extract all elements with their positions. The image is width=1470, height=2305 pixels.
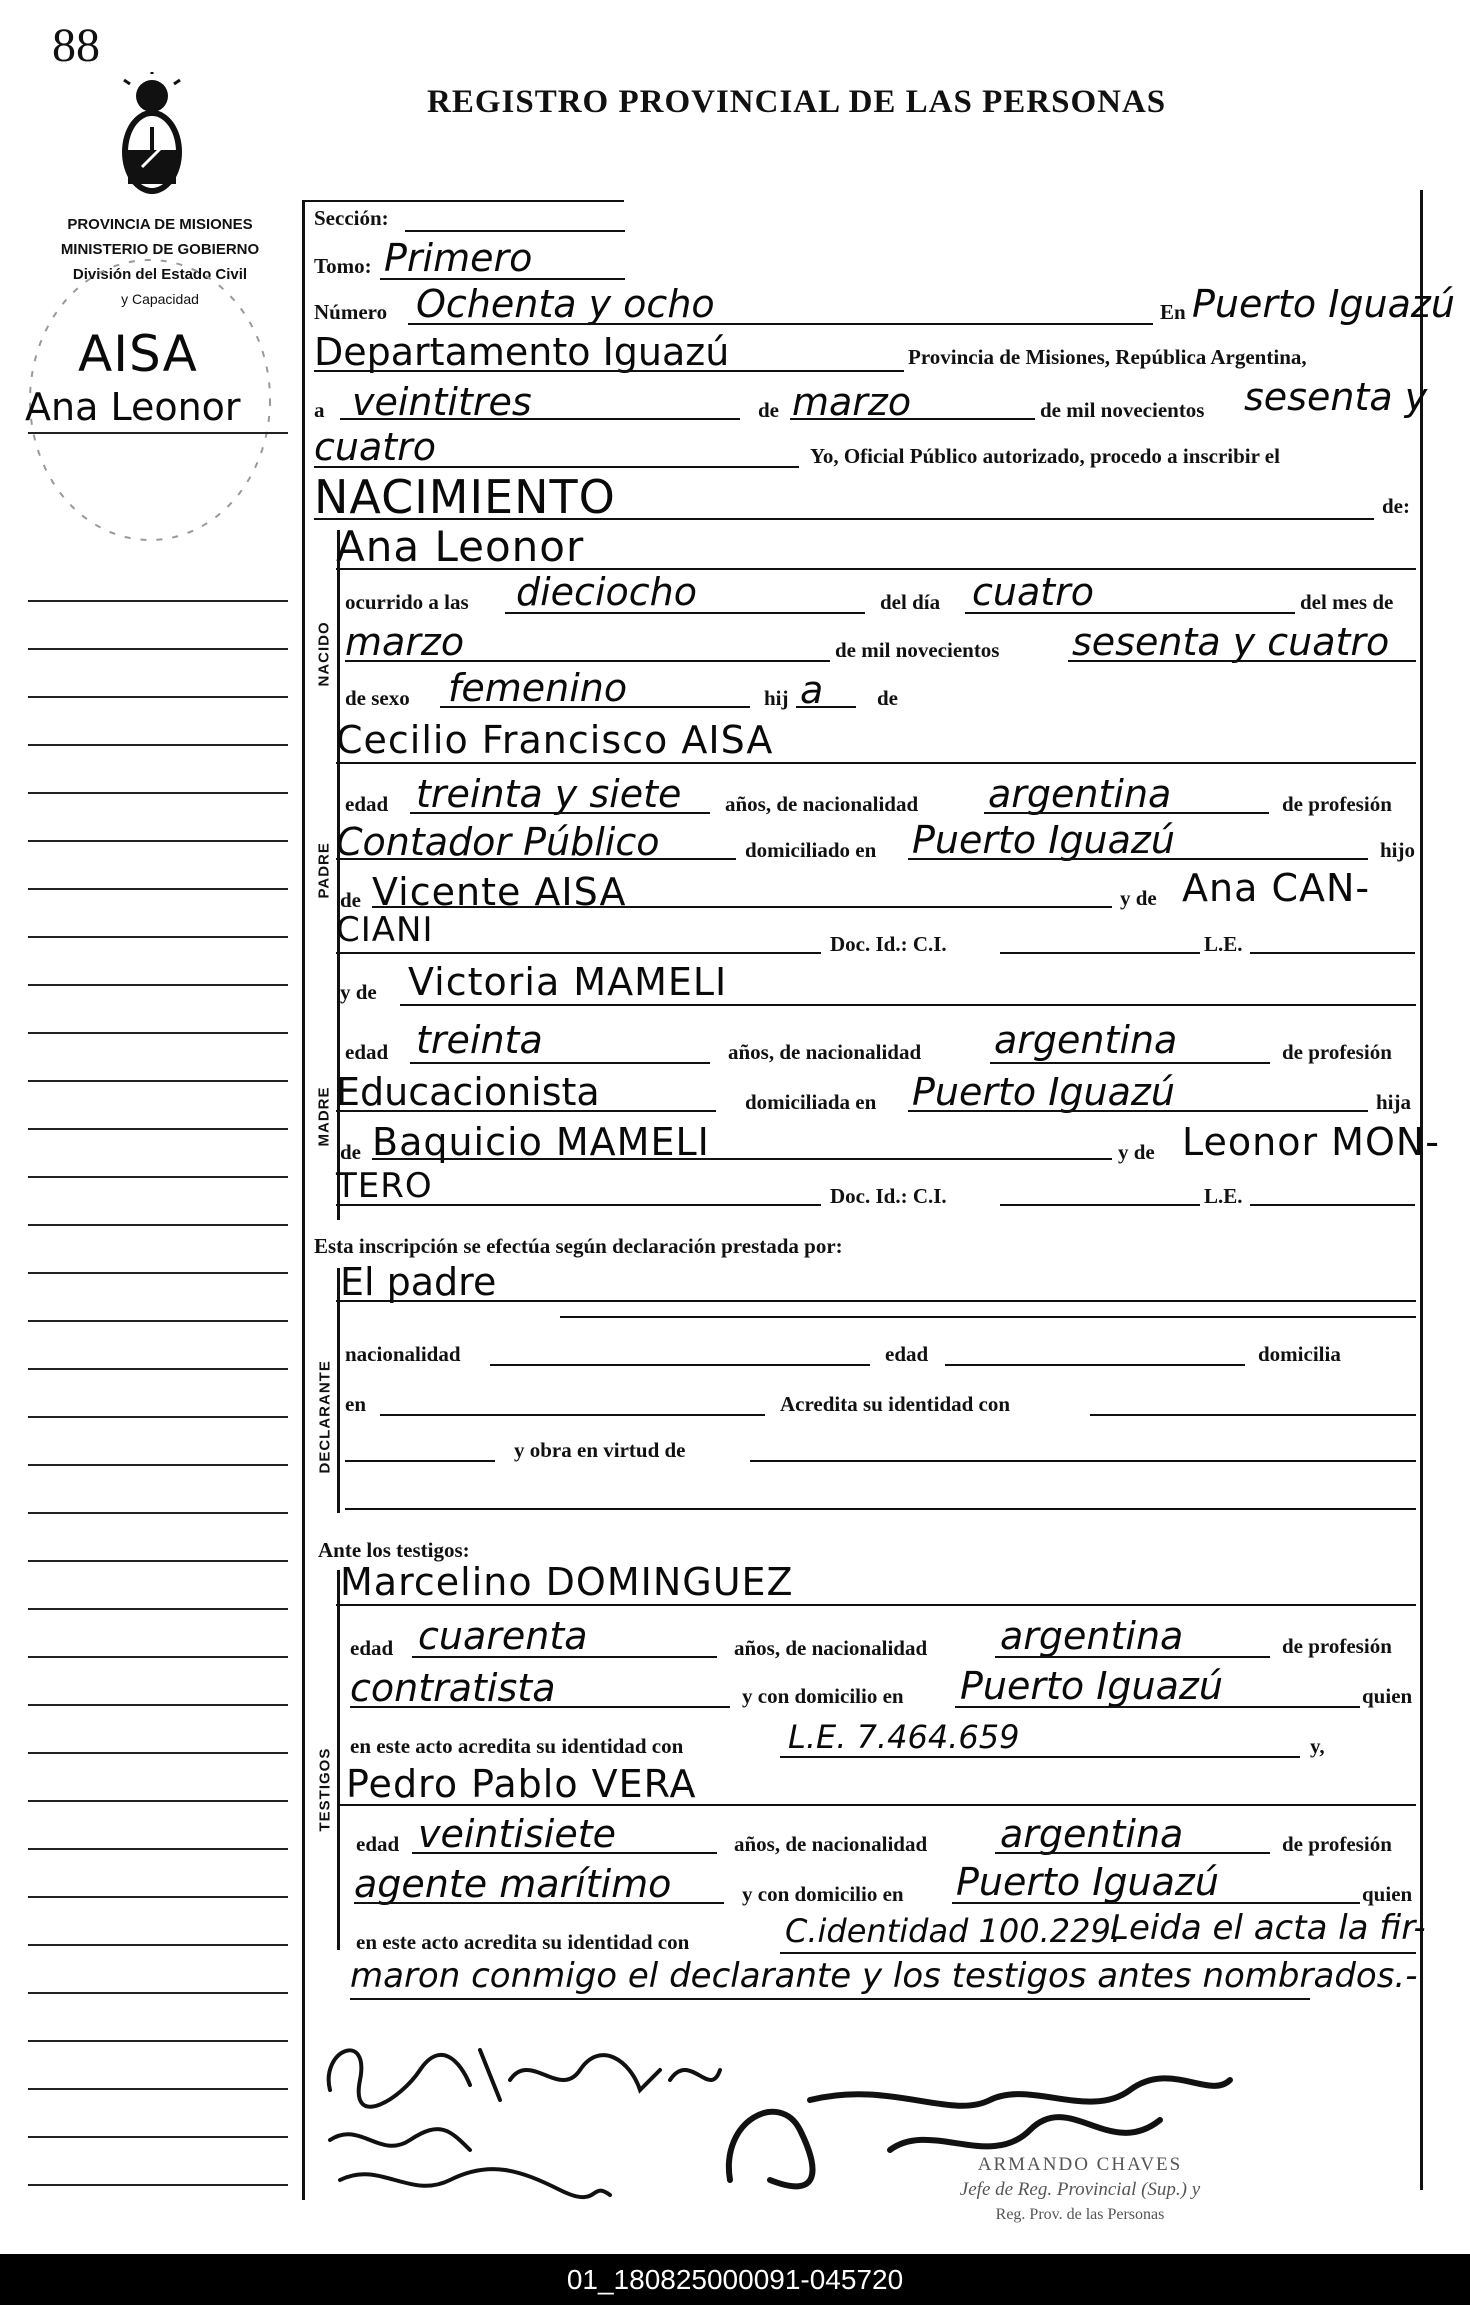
padre-profesion: Contador Público [336, 820, 660, 864]
testigo2-domicilio-label: y con domicilio en [742, 1882, 904, 1906]
tomo-label: Tomo: [314, 254, 372, 278]
declarante-domicilio-label: domicilia [1258, 1342, 1341, 1366]
a-label: a [314, 398, 325, 422]
testigo2-edad-label: edad [356, 1832, 400, 1856]
division-name: División del Estado Civil [72, 266, 248, 283]
de-colon-label: de: [1382, 494, 1410, 518]
testigo1-acredita-label: en este acto acredita su identidad con [350, 1734, 684, 1758]
madre-edad-label: edad [345, 1040, 389, 1064]
padre-yde-label: y de [1120, 886, 1157, 910]
margin-surname: AISA [78, 325, 198, 383]
nacido-anio: sesenta y cuatro [1072, 620, 1390, 664]
en-label: En [1160, 300, 1186, 324]
nacido-nombre: Ana Leonor [336, 522, 585, 571]
abuela-materna: Leonor MON- [1182, 1120, 1440, 1164]
padre-profesion-label: de profesión [1282, 792, 1392, 816]
signature-testigos [320, 2110, 620, 2210]
yo-oficial-label: Yo, Oficial Público autorizado, procedo a inscribir el [810, 444, 1280, 468]
madre-nombre: Victoria MAMELI [408, 960, 728, 1004]
padre-nombre: Cecilio Francisco AISA [336, 718, 774, 762]
testigo2-quien-label: quien [1362, 1882, 1413, 1906]
declarante-acredita-label: Acredita su identidad con [780, 1392, 1011, 1416]
stamp-line-3: Reg. Prov. de las Personas [995, 2206, 1165, 2223]
closing-line-1: Leida el acta la fir- [1110, 1908, 1426, 1948]
testigo1-anios-label: años, de nacionalidad [734, 1636, 928, 1660]
province-name: PROVINCIA DE MISIONES [67, 216, 253, 233]
footer-code: 01_180825000091-045720 [566, 2264, 904, 2295]
de-label: de [758, 398, 779, 422]
testigo1-profesion: contratista [350, 1666, 556, 1710]
testigos-intro: Ante los testigos: [318, 1538, 470, 1562]
testigo2-profesion: agente marítimo [354, 1862, 672, 1906]
nacido-hora: dieciocho [516, 570, 697, 614]
nacido-sexo: femenino [448, 666, 628, 710]
nacido-mes: marzo [345, 620, 465, 664]
departamento-value: Departamento Iguazú [314, 330, 730, 374]
madre-doc-label: Doc. Id.: C.I. [830, 1184, 947, 1208]
madre-anios-label: años, de nacionalidad [728, 1040, 922, 1064]
abuela-paterna-2: CIANI [336, 910, 434, 950]
section-label-padre: PADRE [315, 842, 333, 899]
declarante-en-label: en [345, 1392, 366, 1416]
mil-novecientos-label: de mil novecientos [835, 638, 1000, 662]
testigo1-edad: cuarenta [418, 1614, 588, 1658]
tipo-acta-value: NACIMIENTO [314, 470, 616, 524]
seccion-label: Sección: [314, 206, 389, 230]
section-label-declarante: DECLARANTE [316, 1360, 334, 1474]
abuela-materna-2: TERO [336, 1166, 433, 1206]
padre-domicilio-label: domiciliado en [745, 838, 877, 862]
hij-value: a [800, 668, 824, 712]
testigo2-identidad: C.identidad 100.229. [785, 1912, 1122, 1950]
padre-hijo-label: hijo [1380, 838, 1416, 862]
testigo1-nombre: Marcelino DOMINGUEZ [340, 1560, 794, 1604]
anio-label: de mil novecientos [1040, 398, 1205, 422]
ministry-name: MINISTERIO DE GOBIERNO [60, 241, 260, 258]
abuela-paterna: Ana CAN- [1182, 866, 1371, 910]
madre-de-label: de [340, 1140, 361, 1164]
madre-domicilio-label: domiciliada en [745, 1090, 877, 1114]
inner-bracket [337, 1268, 340, 1513]
testigo2-anios-label: años, de nacionalidad [734, 1832, 928, 1856]
padre-doc-label: Doc. Id.: C.I. [830, 932, 947, 956]
madre-domicilio: Puerto Iguazú [912, 1070, 1175, 1114]
del-mes-label: del mes de [1300, 590, 1394, 614]
padre-anios-label: años, de nacionalidad [725, 792, 919, 816]
testigo1-edad-label: edad [350, 1636, 394, 1660]
testigo2-edad: veintisiete [418, 1812, 616, 1856]
provincia-label: Provincia de Misiones, República Argentina, [908, 345, 1307, 369]
madre-nacionalidad: argentina [994, 1018, 1178, 1062]
stamp-line-1: ARMANDO CHAVES [977, 2154, 1183, 2175]
madre-edad: treinta [416, 1018, 543, 1062]
madre-hija-label: hija [1376, 1090, 1412, 1114]
hij-label: hij [764, 686, 789, 710]
testigo1-domicilio-label: y con domicilio en [742, 1684, 904, 1708]
padre-edad: treinta y siete [416, 772, 682, 816]
testigo2-domicilio: Puerto Iguazú [956, 1860, 1219, 1904]
main-frame-left-border [302, 200, 305, 2200]
inner-bracket [337, 530, 340, 1220]
declarante-nombre: El padre [340, 1260, 497, 1304]
nacido-dia: cuatro [972, 570, 1095, 614]
padre-edad-label: edad [345, 792, 389, 816]
sexo-label: de sexo [345, 686, 410, 710]
madre-yde-label: y de [340, 980, 377, 1004]
testigo1-profesion-label: de profesión [1282, 1634, 1392, 1658]
section-label-nacido: NACIDO [315, 621, 333, 687]
declarante-nacionalidad-label: nacionalidad [345, 1342, 461, 1366]
section-label-testigos: TESTIGOS [316, 1747, 334, 1832]
abuelo-materno: Baquicio MAMELI [372, 1120, 710, 1164]
main-frame-right-border [1420, 190, 1423, 2190]
padre-nacionalidad: argentina [988, 772, 1172, 816]
testigo1-nacionalidad: argentina [1000, 1614, 1184, 1658]
madre-le-label: L.E. [1204, 1184, 1243, 1208]
testigo2-acredita-label: en este acto acredita su identidad con [356, 1930, 690, 1954]
declarante-intro: Esta inscripción se efectúa según declaración prestada por: [314, 1234, 843, 1258]
division-name-2: y Capacidad [121, 291, 199, 307]
document-title: REGISTRO PROVINCIAL DE LAS PERSONAS [427, 84, 1167, 120]
testigo1-domicilio: Puerto Iguazú [960, 1664, 1223, 1708]
ocurrido-label: ocurrido a las [345, 590, 469, 614]
declarante-obra-label: y obra en virtud de [514, 1438, 686, 1462]
testigo1-quien-label: quien [1362, 1684, 1413, 1708]
padre-domicilio: Puerto Iguazú [912, 818, 1175, 862]
fecha-anio-value-2: cuatro [314, 425, 437, 469]
margin-given-name: Ana Leonor [25, 385, 241, 429]
abuelo-paterno: Vicente AISA [372, 870, 627, 914]
coat-of-arms-emblem [112, 72, 192, 202]
numero-value: Ochenta y ocho [416, 282, 715, 326]
stamp-line-2: Jefe de Reg. Provincial (Sup.) y [959, 2179, 1201, 2200]
testigo2-profesion-label: de profesión [1282, 1832, 1392, 1856]
fecha-dia-value: veintitres [352, 380, 532, 424]
tomo-value: Primero [384, 236, 533, 280]
numero-label: Número [314, 300, 388, 324]
testigo2-nacionalidad: argentina [1000, 1812, 1184, 1856]
padre-de-label: de [340, 888, 361, 912]
de-label-nacido: de [877, 686, 898, 710]
del-dia-label: del día [880, 590, 941, 614]
padre-le-label: L.E. [1204, 932, 1243, 956]
fecha-anio-value: sesenta y [1244, 375, 1428, 419]
testigo2-nombre: Pedro Pablo VERA [346, 1762, 697, 1806]
section-top-rule [302, 200, 624, 202]
section-label-madre: MADRE [315, 1086, 333, 1147]
testigo1-y-label: y, [1310, 1734, 1325, 1758]
declarante-edad-label: edad [885, 1342, 929, 1366]
madre-profesion: Educacionista [336, 1070, 600, 1114]
testigo1-identidad: L.E. 7.464.659 [788, 1718, 1020, 1756]
fecha-mes-value: marzo [792, 380, 912, 424]
closing-line-2: maron conmigo el declarante y los testigos antes nombrados.- [350, 1956, 1418, 1996]
madre-profesion-label: de profesión [1282, 1040, 1392, 1064]
inner-bracket [337, 1570, 340, 1950]
madre-yde-label-2: y de [1118, 1140, 1155, 1164]
lugar-value: Puerto Iguazú [1192, 282, 1455, 326]
page-number: 88 [52, 19, 100, 72]
